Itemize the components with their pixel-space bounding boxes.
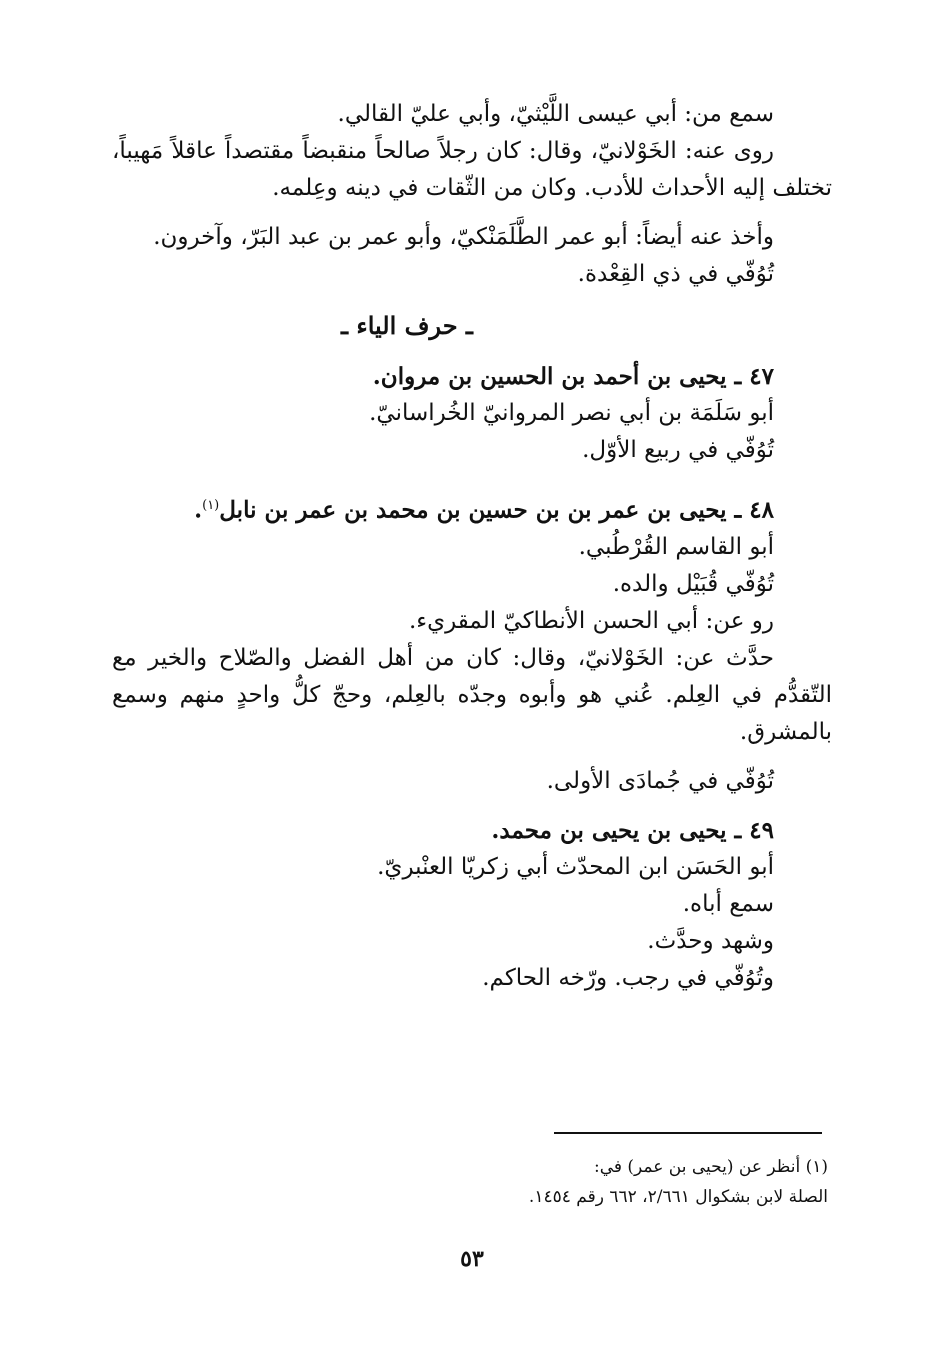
text-line: أبو سَلَمَة بن أبي نصر المروانيّ الخُراسانيّ. [369, 400, 774, 426]
text-line: أبو الحَسَن ابن المحدّث أبي زكريّا العنْبريّ. [377, 853, 774, 880]
entry-title: ٤٧ ـ يحيى بن أحمد بن الحسين بن مروان. [372, 363, 774, 390]
entry-title: ٤٩ ـ يحيى بن يحيى بن محمد. [491, 816, 774, 844]
text-line: وتُوُفّي في رجب. ورّخه الحاكم. [482, 964, 774, 991]
text-line: تُوُفّي في ذي القِعْدة. [577, 261, 774, 287]
spacer [112, 469, 832, 487]
text-line: رو عن: أبي الحسن الأنطاكيّ المقريء. [408, 607, 774, 634]
text-line: تُوُفّي في ربيع الأوّل. [582, 437, 774, 463]
spacer [112, 207, 832, 219]
main-text [112, 96, 832, 997]
text-line: وشهد وحدَّث. [647, 927, 774, 954]
paragraph: روى عنه: الخَوْلانيّ، وقال: كان رجلاً صالحاً منقبضاً مقتصداً عاقلاً مَهيباً، تختلف إليه الأحداث للأدب. وكان من الثّقات في دينه وعِلمه. [112, 138, 832, 201]
spacer [112, 751, 832, 763]
text-line: سمع من: أبي عيسى اللَّيْثيّ، وأبي عليّ القالي. [337, 101, 774, 127]
text-line: سمع أباه. [682, 890, 774, 917]
entry-title-end: . [194, 496, 203, 524]
paragraph: حدَّث عن: الخَوْلانيّ، وقال: كان من أهل الفضل والصّلاح والخير مع التّقدُّم في العِلم. عُني هو وأبوه وجدّه بالعِلم، وحجّ كلُّ واحدٍ منهم وسمع بالمشرق. [112, 644, 832, 745]
section-heading: ـ حرف الياء ـ [341, 311, 473, 340]
footnotes [300, 1152, 828, 1212]
text-line: وأخذ عنه أيضاً: أبو عمر الطَّلَمَنْكيّ، وأبو عمر بن عبد البَرّ، وآخرون. [153, 224, 774, 250]
footnote-line: الصلة لابن بشكوال ٢/٦٦١، ٦٦٢ رقم ١٤٥٤. [528, 1187, 828, 1207]
text-line: أبو القاسم القُرْطُبي. [578, 533, 774, 560]
footnote-divider [554, 1132, 822, 1134]
footnote-line: (١) أنظر عن (يحيى بن عمر) في: [593, 1157, 828, 1177]
footnote-reference: (١) [202, 498, 220, 513]
page-number: ٥٣ [460, 1246, 484, 1272]
spacer [112, 800, 832, 812]
text-line: تُوُفّي في جُمادَى الأولى. [546, 767, 774, 794]
entry-title-text: ٤٨ ـ يحيى بن عمر بن بن حسين بن محمد بن عمر بن نابل [219, 496, 774, 524]
text-line: تُوُفّي قُبَيْل والده. [612, 570, 774, 597]
entry-title [112, 487, 832, 529]
